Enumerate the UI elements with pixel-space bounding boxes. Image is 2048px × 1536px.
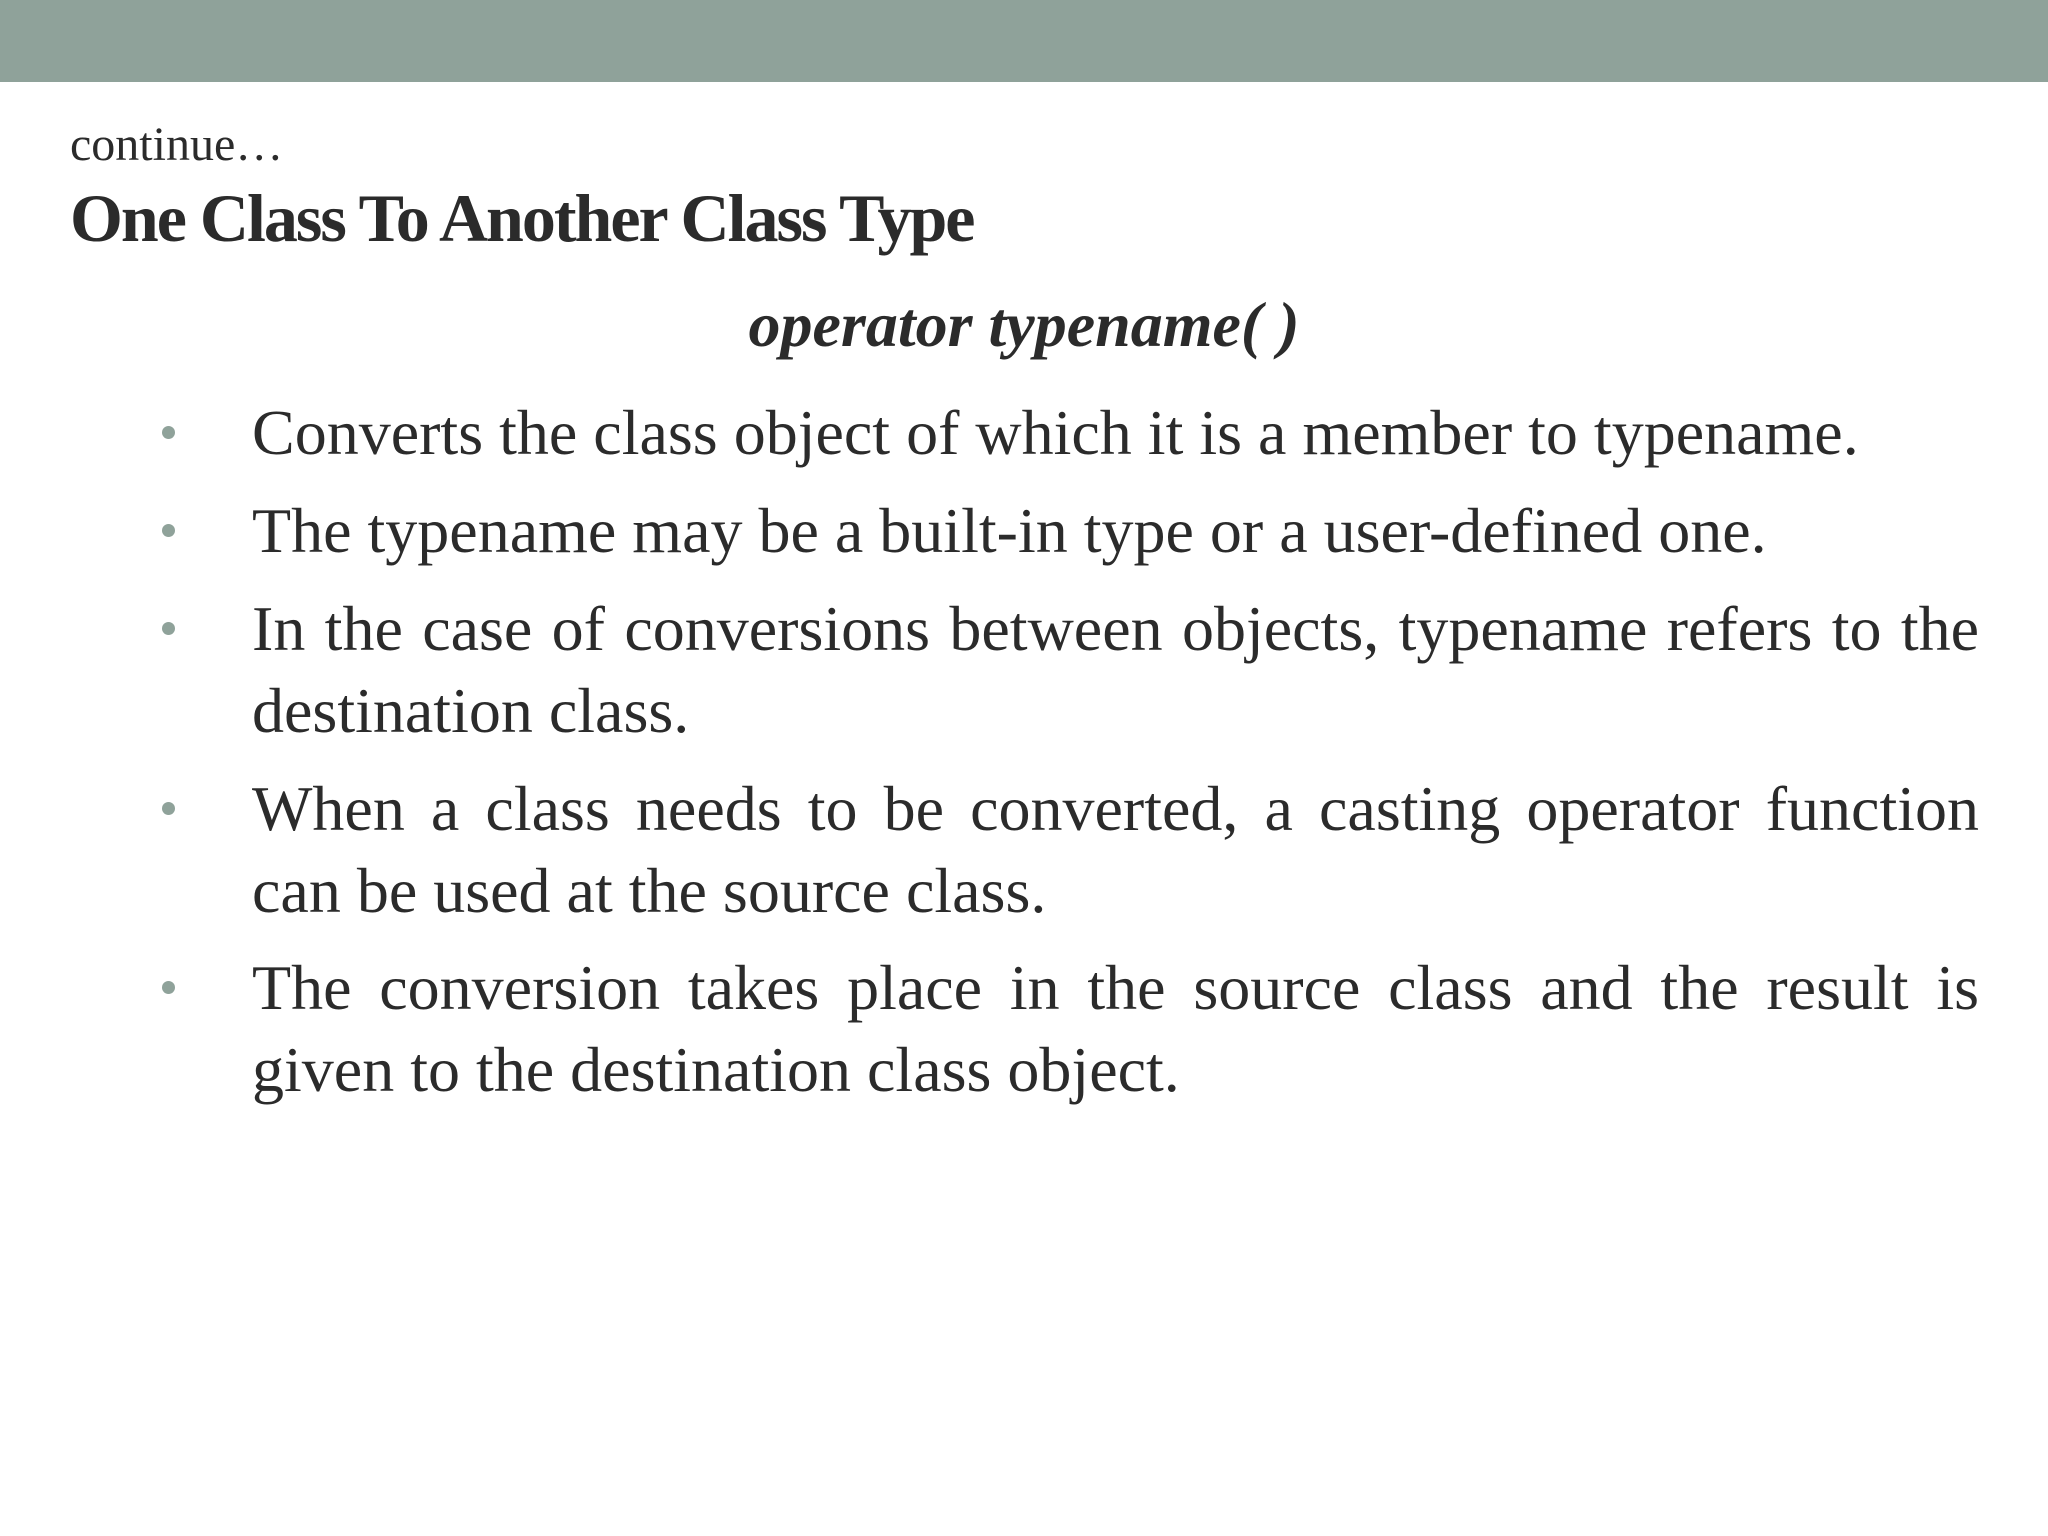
bullet-text: The conversion takes place in the source class and the result is given to the destination class object. xyxy=(252,952,1979,1105)
bullet-icon xyxy=(162,981,175,994)
bullet-text: Converts the class object of which it is a member to typename. xyxy=(252,397,1859,468)
bullet-text: In the case of conversions between objects, typename refers to the destination class. xyxy=(252,593,1979,746)
bullet-text: When a class needs to be converted, a casting operator function can be used at the source class. xyxy=(252,773,1979,926)
bullet-icon xyxy=(162,802,175,815)
bullet-item xyxy=(252,947,1979,1111)
bullet-item xyxy=(252,392,1979,474)
bullet-item xyxy=(252,588,1979,752)
operator-syntax: operator typename( ) xyxy=(748,289,1300,360)
bullet-item xyxy=(252,490,1979,572)
bullet-icon xyxy=(162,622,175,635)
slide-title: One Class To Another Class Type xyxy=(70,180,974,256)
bullet-text: The typename may be a built-in type or a user-defined one. xyxy=(252,495,1767,566)
bullet-icon xyxy=(162,426,175,439)
bullet-item xyxy=(252,768,1979,932)
bullet-icon xyxy=(162,524,175,537)
continue-label: continue… xyxy=(70,118,284,171)
